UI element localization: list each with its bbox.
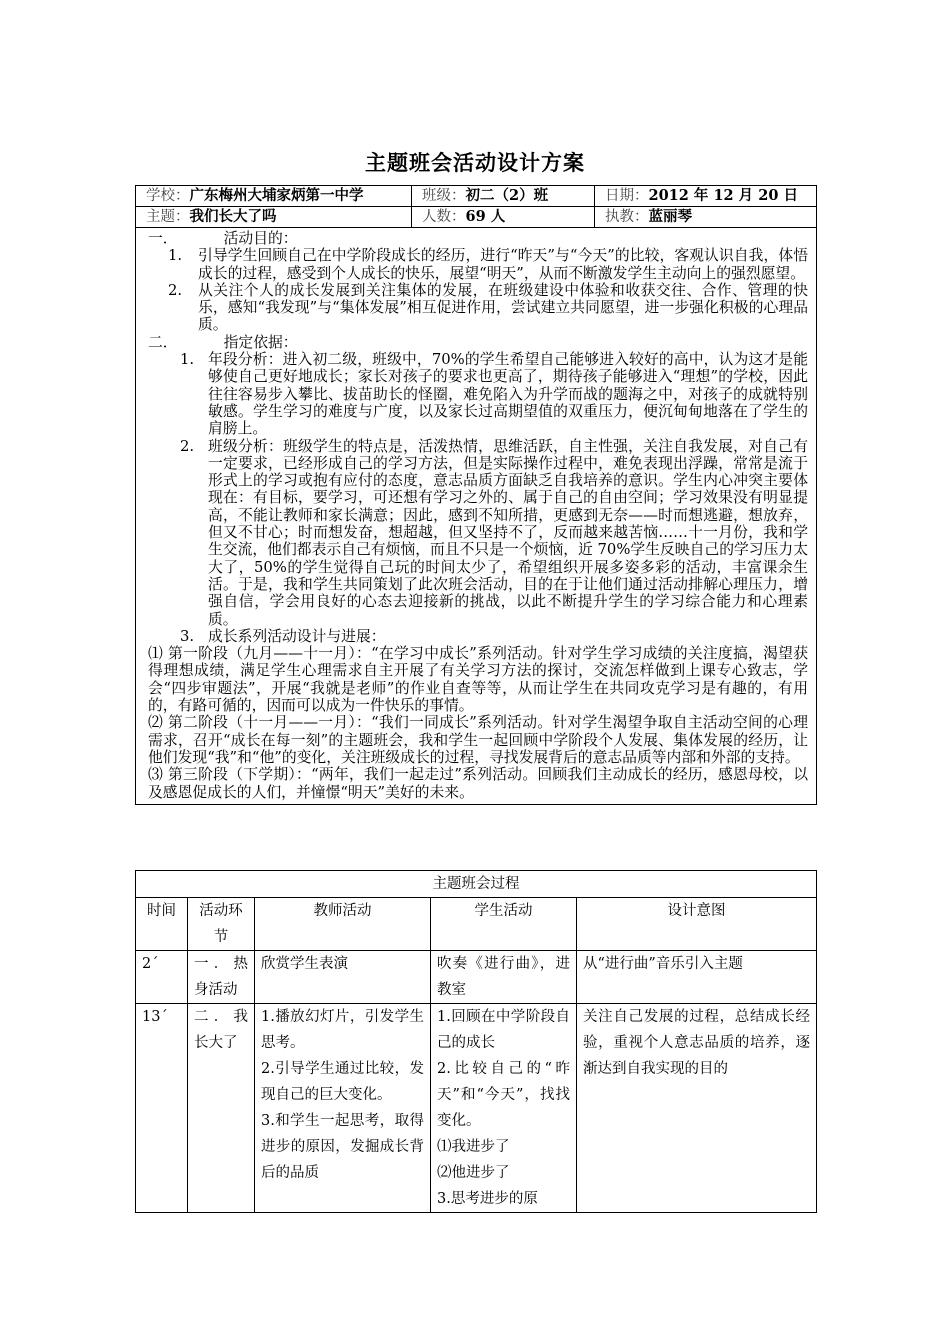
column-header: 时间 <box>136 898 188 951</box>
student-activity-cell: 吹奏《进行曲》，进教室 <box>431 951 577 1004</box>
count-cell: 人数：69 人 <box>412 207 595 228</box>
list-item: 3. 成长系列活动设计与进展： <box>180 627 386 645</box>
teacher-cell: 执教：蓝丽琴 <box>595 207 817 228</box>
page-title: 主题班会活动设计方案 <box>365 150 585 175</box>
info-table <box>135 185 817 805</box>
plan-body <box>136 228 817 805</box>
intent-cell: 从“进行曲”音乐引入主题 <box>577 951 817 1004</box>
phase-paragraph: ⑴ 第一阶段（九月——十一月）：“在学习中成长”系列活动。针对学生学习成绩的关注度搞，渴望获得理想成绩，满足学生心理需求自主开展了有关学习方法的探讨，交流怎样做到上课专心致志，学会“四步审题法”，开展“我就是老师”的作业自查等等，从而让学生在共同攻克学习是有趣的，有用的，有路可循的，因而可以成为一件快乐的事情。 <box>148 645 808 715</box>
info-row-2 <box>136 207 817 228</box>
teacher-activity-cell: 1.播放幻灯片，引发学生思考。 2.引导学生通过比较，发现自己的巨大变化。 3.和学生一起思考，取得进步的原因，发掘成长背后的品质 <box>255 1004 431 1213</box>
table-row <box>136 951 817 1004</box>
column-header: 设计意图 <box>577 898 817 951</box>
school-cell: 学校：广东梅州大埔家炳第一中学 <box>136 186 412 207</box>
class-value: 初二（2）班 <box>465 187 549 204</box>
column-header: 活动环节 <box>188 898 255 951</box>
info-row-1 <box>136 186 817 207</box>
list-item: 1. 引导学生回顾自己在中学阶段成长的经历，进行“昨天”与“今天”的比较，客观认识自我，体悟成长的过程，感受到个人成长的快乐，展望“明天”，从而不断激发学生主动向上的强烈愿望。 <box>168 247 808 282</box>
section-heading: 二． 指定依据： <box>148 333 298 351</box>
topic-value: 我们长大了吗 <box>189 208 277 225</box>
time-cell: 13´ <box>136 1004 188 1213</box>
class-cell: 班级：初二（2）班 <box>412 186 595 207</box>
list-item: 2. 班级分析：班级学生的特点是，活泼热情，思维活跃，自主性强，关注自我发展，对自己有一定要求，已经形成自己的学习方法，但是实际操作过程中，难免表现出浮躁，常常是流于形式上的学习或抱有应付的态度，意志品质方面缺乏自我培养的意识。学生内心冲突主要体现在：有目标，要学习，可还想有学习之外的、属于自己的自由空间；学习效果没有明显提高，不能让教师和家长满意；因此，感到不知所措，更感到无奈——时而想逃避，想放弃，但又不甘心；时而想发奋，想超越，但又坚持不了，反而越来越苦恼……十一月份，我和学生交流，他们都表示自己有烦恼，而且不只是一个烦恼，近 70%学生反映自己的学习压力太大了，50%的学生觉得自己玩的时间太少了，希望组织开展多姿多彩的活动，丰富课余生活。于是，我和学生共同策划了此次班会活动，目的在于让他们通过活动排解心理压力，增强自信，学会用良好的心态去迎接新的挑战，以此不断提升学生的学习综合能力和心理素质。 <box>180 437 808 628</box>
plan-body-row <box>136 228 817 805</box>
column-header: 学生活动 <box>431 898 577 951</box>
intent-cell: 关注自己发展的过程，总结成长经验，重视个人意志品质的培养，逐渐达到自我实现的目的 <box>577 1004 817 1213</box>
process-header-row <box>136 898 817 951</box>
section-heading: 一． 活动目的： <box>148 230 298 247</box>
list-item: 1. 年段分析：进入初二级，班级中，70%的学生希望自己能够进入较好的高中，认为这才是能够使自己更好地成长；家长对孩子的要求也更高了，期待孩子能够进入“理想”的学校，因此往往容易步入攀比、拔苗助长的怪圈，难免陷入为升学而战的题海之中，对孩子的成就特别敏感。学生学习的难度与广度，以及家长过高期望值的双重压力，便沉甸甸地落在了学生的肩膀上。 <box>180 351 808 438</box>
topic-cell: 主题：我们长大了吗 <box>136 207 412 228</box>
column-header: 教师活动 <box>255 898 431 951</box>
date-value: 2012 年 12 月 20 日 <box>648 187 798 204</box>
stage-cell: 二．我长大了 <box>188 1004 255 1213</box>
school-value: 广东梅州大埔家炳第一中学 <box>189 187 364 204</box>
process-table <box>135 870 817 1213</box>
phase-paragraph: ⑵ 第二阶段（十一月——一月）：“我们一同成长”系列活动。针对学生渴望争取自主活动空间的心理需求，召开“成长在每一刻”的主题班会，我和学生一起回顾中学阶段个人发展、集体发展的经历，让他们发现“我”和“他”的变化，关注班级成长的过程，寻找发展背后的意志品质等内部和外部的支持。 <box>148 714 808 766</box>
table-row <box>136 1004 817 1213</box>
list-item: 2. 从关注个人的成长发展到关注集体的发展，在班级建设中体验和收获交往、合作、管理的快乐，感知“我发现”与“集体发展”相互促进作用，尝试建立共同愿望，进一步强化积极的心理品质。 <box>168 281 808 334</box>
stage-cell: 一．热身活动 <box>188 951 255 1004</box>
time-cell: 2´ <box>136 951 188 1004</box>
teacher-activity-cell: 欣赏学生表演 <box>255 951 431 1004</box>
phase-paragraph: ⑶ 第三阶段（下学期）：“两年，我们一起走过”系列活动。回顾我们主动成长的经历，感恩母校，以及感恩促成长的人们，并憧憬“明天”美好的未来。 <box>148 766 808 801</box>
process-caption: 主题班会过程 <box>136 871 817 898</box>
student-activity-cell: 1.回顾在中学阶段自己的成长 2.比较自己的“昨天”和“今天”，找找变化。 ⑴我进步了 ⑵他进步了 3.思考进步的原 <box>431 1004 577 1213</box>
count-value: 69 人 <box>465 208 506 225</box>
teacher-value: 蓝丽琴 <box>648 208 692 225</box>
process-caption-row <box>136 871 817 898</box>
date-cell: 日期：2012 年 12 月 20 日 <box>595 186 817 207</box>
